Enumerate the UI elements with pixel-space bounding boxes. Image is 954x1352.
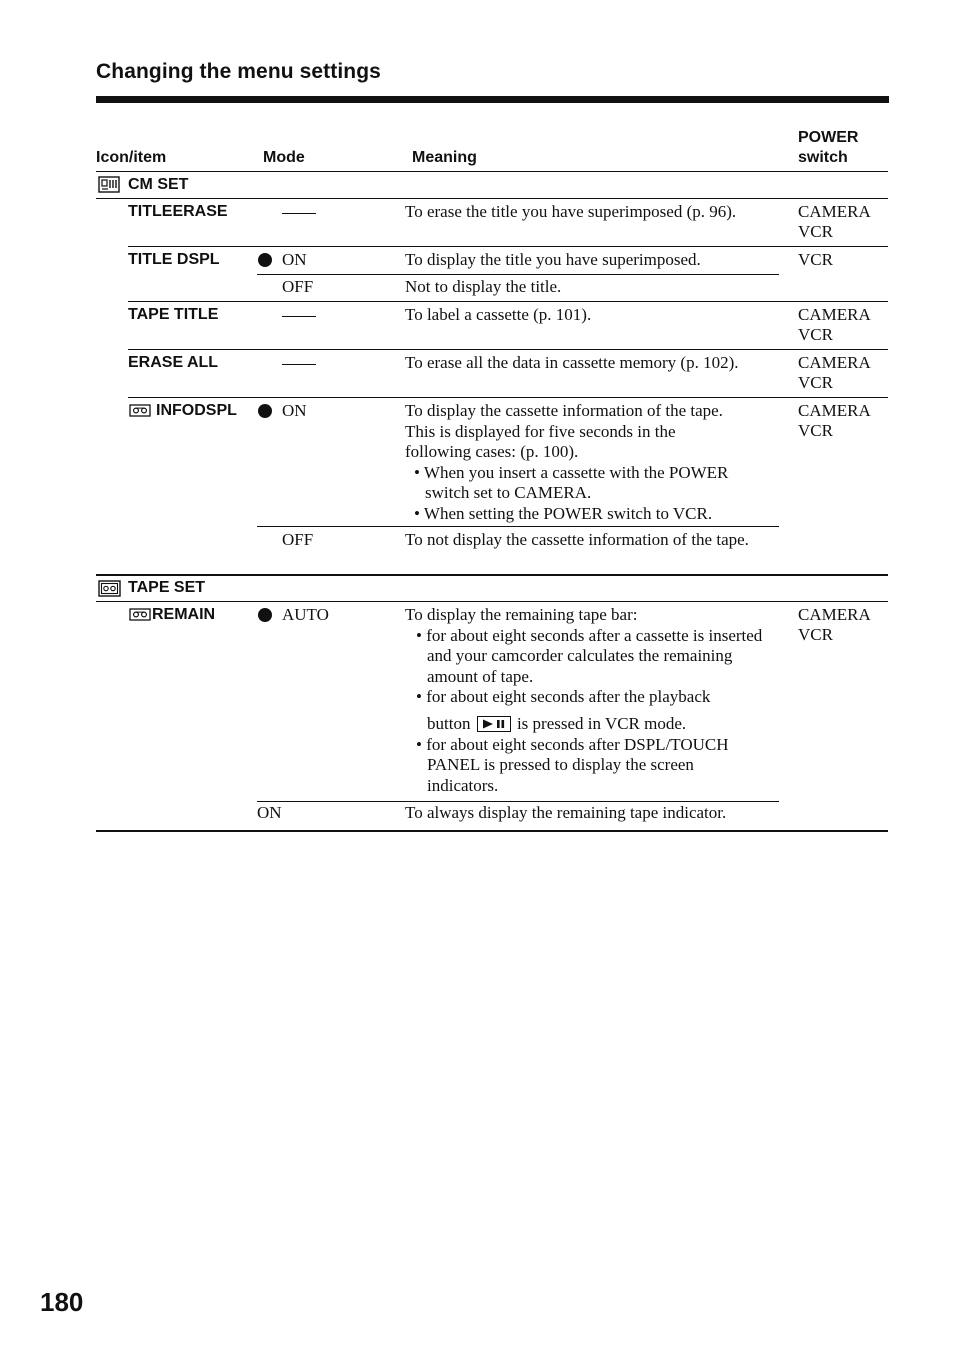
meaning-infodspl-off: To not display the cassette information of the tape.	[405, 530, 749, 549]
mode-dash-erase-all	[282, 364, 316, 365]
default-dot	[258, 253, 272, 267]
row-rule	[128, 246, 888, 247]
tape-set-icon	[98, 580, 121, 602]
header-mode: Mode	[263, 149, 305, 166]
power-titleerase-camera: CAMERA	[798, 202, 871, 221]
bullet-text: is pressed in VCR mode.	[516, 713, 687, 733]
meaning-line: To display the cassette information of the tape.	[405, 401, 723, 420]
meaning-erase-all: To erase all the data in cassette memory (p. 102).	[405, 353, 739, 372]
mode-dash-tape-title	[282, 316, 316, 317]
bullet-item: • When you insert a cassette with the POWER switch set to CAMERA.	[414, 462, 729, 502]
default-dot	[258, 404, 272, 418]
bullet-item: • for about eight seconds after a cassette is inserted and your camcorder calculates the remaining amount of tape.	[416, 625, 763, 686]
page-number: 180	[40, 1287, 84, 1317]
header-power-line2: switch	[798, 149, 848, 166]
meaning-remain-auto	[405, 605, 767, 796]
bullet-item: • for about eight seconds after DSPL/TOUCH PANEL is pressed to display the screen indicators.	[416, 734, 729, 795]
power-erase-all-camera: CAMERA	[798, 353, 871, 372]
meaning-line: To display the remaining tape bar:	[405, 605, 638, 624]
power-title-dspl: VCR	[798, 250, 833, 269]
sub-rule	[257, 801, 779, 802]
header-icon-item: Icon/item	[96, 149, 167, 166]
bullet-item: • for about eight seconds after the playback	[416, 687, 711, 706]
header-rule	[96, 171, 888, 172]
power-infodspl-vcr: VCR	[798, 421, 833, 440]
cm-set-icon	[98, 176, 120, 198]
sub-rule	[257, 274, 779, 275]
play-pause-icon	[477, 716, 511, 732]
meaning-line: following cases: (p. 100).	[405, 442, 579, 461]
power-tape-title-vcr: VCR	[798, 325, 833, 344]
item-titleerase: TITLEERASE	[128, 203, 228, 220]
power-tape-title-camera: CAMERA	[798, 305, 871, 324]
group-label-tape-set: TAPE SET	[128, 579, 206, 596]
meaning-titleerase: To erase the title you have superimposed (p. 96).	[405, 202, 737, 221]
meaning-title-dspl-on: To display the title you have superimposed.	[405, 250, 701, 269]
mode-infodspl-off: OFF	[282, 530, 314, 549]
row-rule	[128, 397, 888, 398]
group-rule-cm-set	[96, 198, 888, 199]
meaning-line: This is displayed for five seconds in the	[405, 421, 676, 441]
mode-remain-auto: AUTO	[282, 605, 329, 624]
header-power-line1: POWER	[798, 129, 859, 146]
power-titleerase-vcr: VCR	[798, 222, 833, 241]
mode-remain-on: ON	[257, 803, 282, 822]
power-remain-vcr: VCR	[798, 625, 833, 644]
title-rule	[96, 96, 889, 103]
group-label-cm-set: CM SET	[128, 176, 189, 193]
bullet-continuation	[405, 713, 767, 735]
meaning-title-dspl-off: Not to display the title.	[405, 277, 562, 296]
sub-rule	[257, 526, 779, 527]
table-bottom-rule	[96, 830, 888, 832]
meaning-infodspl-on	[405, 401, 775, 524]
bullet-text: button	[427, 713, 471, 733]
meaning-tape-title: To label a cassette (p. 101).	[405, 305, 592, 324]
group-rule	[96, 574, 888, 576]
mode-title-dspl-on: ON	[282, 250, 307, 269]
power-erase-all-vcr: VCR	[798, 373, 833, 392]
item-tape-title: TAPE TITLE	[128, 306, 219, 323]
item-infodspl: INFODSPL	[156, 402, 237, 419]
item-title-dspl: TITLE DSPL	[128, 251, 220, 268]
row-rule	[128, 349, 888, 350]
power-infodspl-camera: CAMERA	[798, 401, 871, 420]
item-erase-all: ERASE ALL	[128, 354, 219, 371]
default-dot	[258, 608, 272, 622]
header-meaning: Meaning	[412, 149, 477, 166]
power-remain-camera: CAMERA	[798, 605, 871, 624]
meaning-remain-on: To always display the remaining tape indicator.	[405, 803, 727, 822]
mode-title-dspl-off: OFF	[282, 277, 314, 296]
mode-infodspl-on: ON	[282, 401, 307, 420]
mode-dash-titleerase	[282, 213, 316, 214]
item-remain: REMAIN	[152, 606, 216, 623]
group-rule-tape-set	[96, 601, 888, 602]
cassette-icon	[129, 608, 151, 626]
row-rule	[128, 301, 888, 302]
cassette-icon	[129, 404, 151, 422]
page-title: Changing the menu settings	[96, 60, 381, 83]
bullet-item: • When setting the POWER switch to VCR.	[414, 503, 713, 523]
